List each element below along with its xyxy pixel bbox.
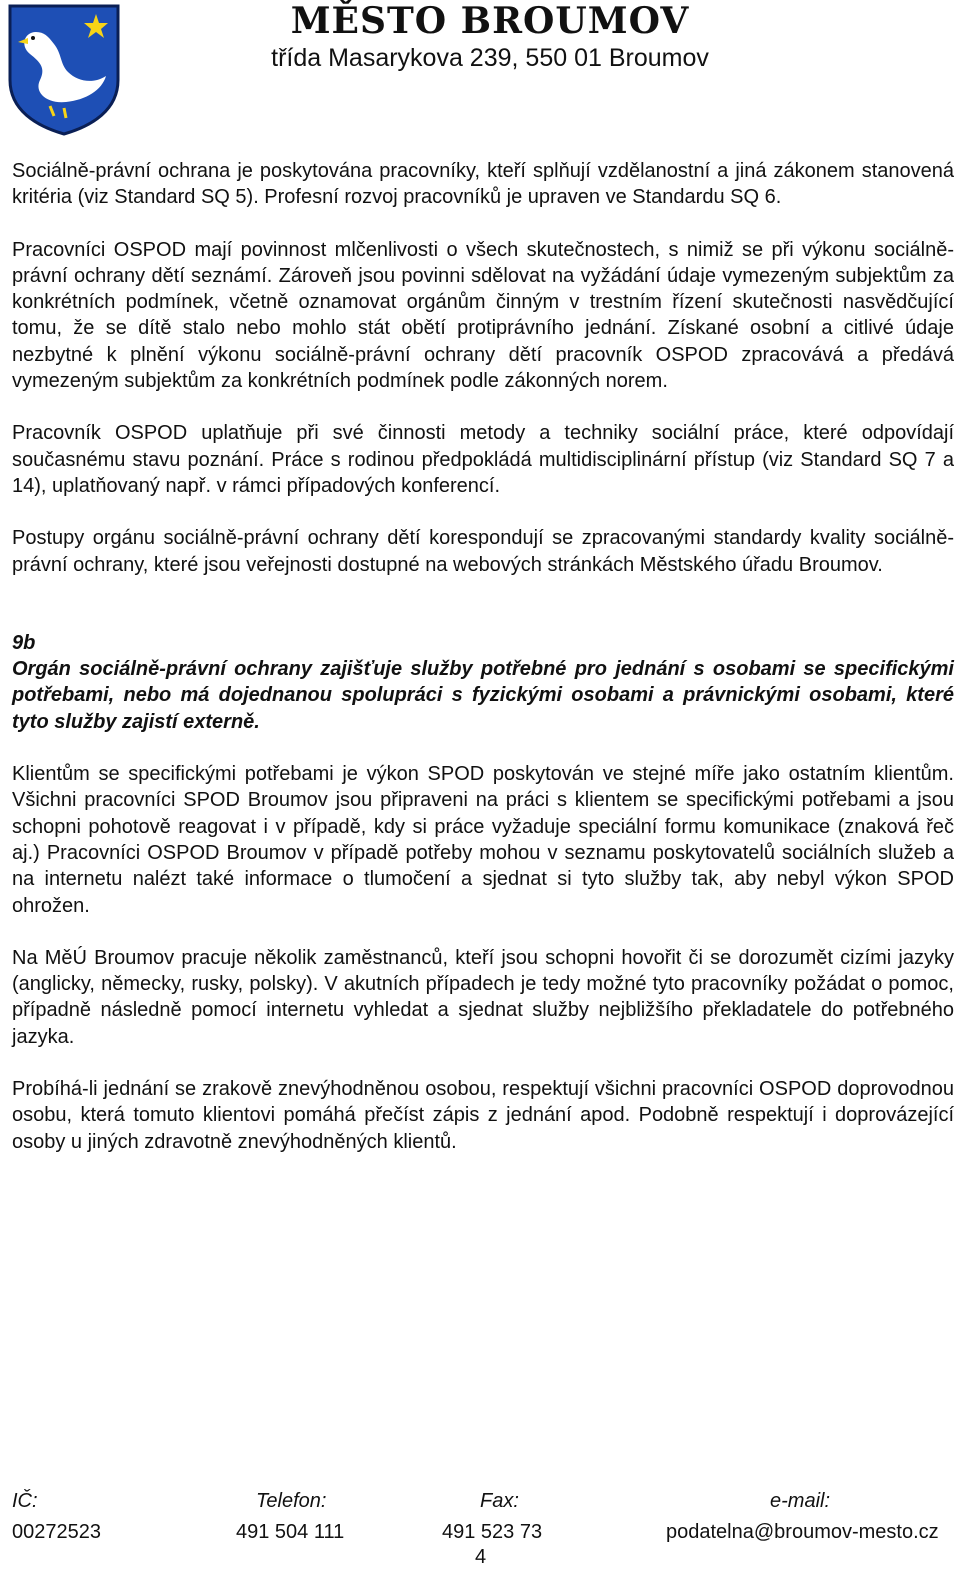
- section-number: 9b: [12, 631, 36, 654]
- phone-value: 491 504 111: [236, 1521, 345, 1543]
- email-label: e-mail:: [770, 1490, 831, 1512]
- footer-ic: [12, 1490, 101, 1544]
- phone-label: Telefon:: [256, 1490, 327, 1512]
- paragraph: Sociálně-právní ochrana je poskytována pracovníky, kteří splňují vzdělanostní a jiná zákonem stanovená kritéria (viz Standard SQ 5). Profesní rozvoj pracovníků je upraven ve Standardu SQ 6.: [12, 160, 954, 209]
- paragraph: Postupy orgánu sociálně-právní ochrany dětí korespondují se zpracovanými standardy kvality sociálně-právní ochrany, které jsou veřejnosti dostupné na webových stránkách Městského úřadu Broumov.: [12, 527, 954, 576]
- footer-email: [666, 1490, 939, 1544]
- email-link[interactable]: podatelna@broumov-mesto.cz: [666, 1521, 939, 1543]
- footer-phone: [236, 1490, 344, 1544]
- section-title: Orgán sociálně-právní ochrany zajišťuje služby potřebné pro jednání s osobami se specifickými potřebami, nebo má dojednanou spolupráci s fyzickými osobami a právnickými osobami, které tyto služby zajistí externě.: [12, 658, 954, 733]
- town-name: MĚSTO BROUMOV: [290, 0, 690, 42]
- paragraph: Klientům se specifickými potřebami je výkon SPOD poskytován ve stejné míře jako ostatním klientům. Všichni pracovníci SPOD Broumov jsou připraveni na práci s klientem se specifickými potřebami a jsou schopni pohotově reagovat i v případě, kdy si práce vyžaduje speciální formu komunikace (znaková řeč aj.) Pracovníci OSPOD Broumov v případě potřeby mohou v seznamu poskytovatelů sociálních služeb a na internetu nalézt také informace o tlumočení a sjednat si tyto služby tak, aby nebyl výkon SPOD ohrožen.: [12, 763, 954, 917]
- document-body: [12, 158, 954, 1181]
- fax-value: 491 523 73: [442, 1521, 543, 1543]
- page-number: 4: [475, 1546, 487, 1568]
- paragraph: Na MěÚ Broumov pracuje několik zaměstnanců, kteří jsou schopni hovořit či se dorozumět cizími jazyky (anglicky, německy, rusky, polsky). V akutních případech je tedy možné tyto pracovníky požádat o pomoc, případně následně pomocí internetu vyhledat a sjednat služby nejbližšího překladatele do potřebného jazyka.: [12, 946, 954, 1048]
- paragraph: Probíhá-li jednání se zrakově znevýhodněnou osobou, respektují všichni pracovníci OSPOD doprovodnou osobu, která tomuto klientovi pomáhá přečíst zápis z jednání apod. Podobně respektují i doprovázející osoby u jiných zdravotně znevýhodněných klientů.: [12, 1078, 954, 1153]
- letterhead: [0, 0, 960, 140]
- paragraph: Pracovník OSPOD uplatňuje při své činnosti metody a techniky sociální práce, které odpovídají současnému stavu poznání. Práce s rodinou předpokládá multidisciplinární přístup (viz Standard SQ 7 a 14), uplatňovaný např. v rámci případových konferencí.: [12, 422, 954, 497]
- paragraph: Pracovníci OSPOD mají povinnost mlčenlivosti o všech skutečnostech, s nimiž se při výkonu sociálně-právní ochrany dětí seznámí. Zároveň jsou povinni sdělovat na vyžádání údaje vymezeným subjektům za konkrétních podmínek, včetně oznamovat orgánům činným v trestním řízení skutečnosti nasvědčující tomu, že se dítě stalo nebo mohlo stát obětí protiprávního jednání. Získané osobní a citlivé údaje nezbytné k plnění výkonu sociálně-právní ochrany dětí pracovník OSPOD zpracovává a předává vymezeným subjektům za konkrétních podmínek podle zákonných norem.: [12, 238, 954, 393]
- coat-of-arms-icon: [6, 2, 122, 136]
- fax-label: Fax:: [480, 1490, 519, 1512]
- ic-label: IČ:: [12, 1490, 38, 1512]
- footer-fax: [442, 1490, 542, 1544]
- ic-value: 00272523: [12, 1521, 101, 1543]
- town-address: třída Masarykova 239, 550 01 Broumov: [271, 44, 709, 72]
